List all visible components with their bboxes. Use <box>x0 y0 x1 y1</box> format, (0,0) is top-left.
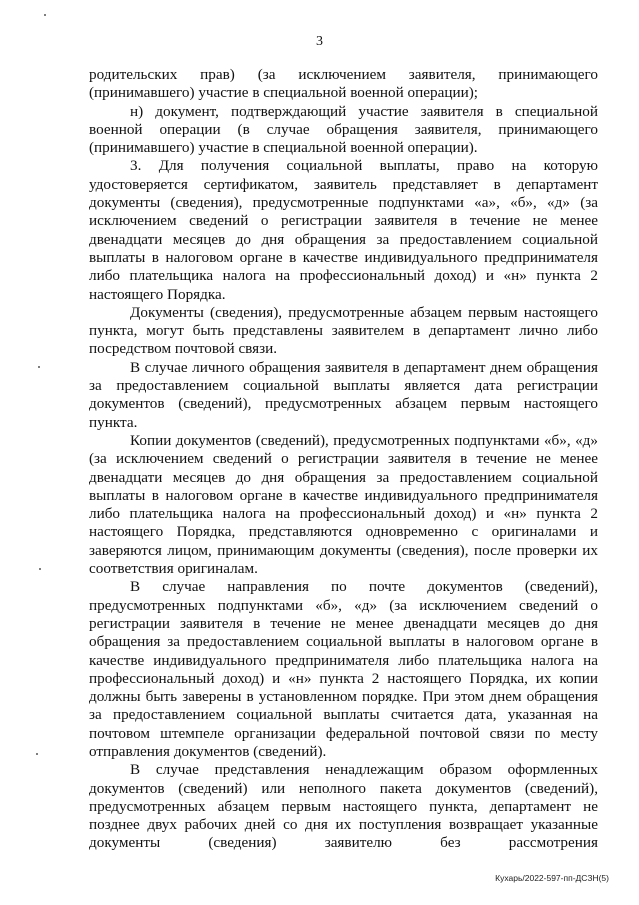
document-reference: Кухарь/2022-597-пп-ДСЗН(5) <box>495 873 609 883</box>
paragraph-improper-documents: В случае представления ненадлежащим образом оформленных документов (сведений) или неполного пакета документов (сведений), предусмотренных абзацем первым настоящего пункта, департамент не позднее двух рабочих дней со дня их поступления возвращает указанные документы (сведения) заявителю без рассмотрения <box>89 761 598 852</box>
document-body <box>89 66 598 853</box>
paragraph-copies: Копии документов (сведений), предусмотренных подпунктами «б», «д» (за исключением сведений о регистрации заявителя в течение не менее двенадцати месяцев до дня обращения за предоставлением социальной выплаты в налоговом органе в качестве индивидуального предпринимателя либо плательщика налога на профессиональный доход) и «н» пункта 2 настоящего Порядка, представляются одновременно с оригиналами и заверяются лицом, принимающим документы (сведения), после проверки их соответствия оригиналам. <box>89 431 598 578</box>
scan-speck <box>38 366 40 368</box>
paragraph-postal: В случае направления по почте документов (сведений), предусмотренных подпунктами «б», «д» (за исключением сведений о регистрации заявителя в течение не менее двенадцати месяцев до дня обращения за предоставлением социальной выплаты в налоговом органе в качестве индивидуального предпринимателя либо плательщика налога на профессиональный доход) и «н» пункта 2 настоящего Порядка, их копии должны быть заверены в установленном порядке. При этом днем обращения за предоставлением социальной выплаты считается дата, указанная на почтовом штемпеле организации федеральной почтовой связи по месту отправления документов (сведений). <box>89 578 598 760</box>
paragraph-subitem-n: н) документ, подтверждающий участие заявителя в специальной военной операции (в случае обращения заявителя, принимающего (принимавшего) участие в специальной военной операции). <box>89 102 598 157</box>
paragraph-personal-appeal: В случае личного обращения заявителя в департамент днем обращения за предоставлением социальной выплаты является дата регистрации документов (сведений), предусмотренных абзацем первым настоящего пункта. <box>89 358 598 431</box>
scan-speck <box>36 753 38 755</box>
page-number: 3 <box>316 34 323 49</box>
scan-speck <box>39 568 41 570</box>
paragraph-item-3: 3. Для получения социальной выплаты, право на которую удостоверяется сертификатом, заявитель представляет в департамент документы (сведения), предусмотренные подпунктами «а», «б», «д» (за исключением сведений о регистрации заявителя в течение не менее двенадцати месяцев до дня обращения за предоставлением социальной выплаты в налоговом органе в качестве индивидуального предпринимателя либо плательщика налога на профессиональный доход) и «н» пункта 2 настоящего Порядка. <box>89 157 598 303</box>
paragraph-submission-methods: Документы (сведения), предусмотренные абзацем первым настоящего пункта, могут быть представлены заявителем в департамент лично либо посредством почтовой связи. <box>89 303 598 358</box>
scan-speck <box>44 14 46 16</box>
paragraph-continuation: родительских прав) (за исключением заявителя, принимающего (принимавшего) участие в специальной военной операции); <box>89 66 598 102</box>
